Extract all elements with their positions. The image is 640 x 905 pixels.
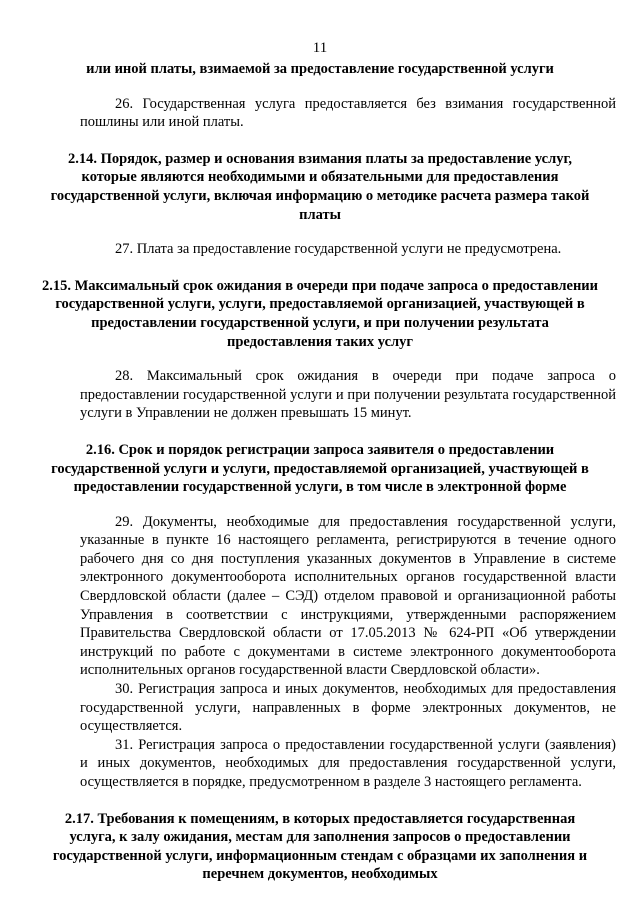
paragraph-30: 30. Регистрация запроса и иных документов, необходимых для предоставления государственной услуги, направленных в форме электронных документов, не осуществляется. bbox=[80, 681, 616, 735]
section-heading-2-15: 2.15. Максимальный срок ожидания в очереди при подаче запроса о предоставлении государственной услуги, услуги, предоставляемой организацией, участвующей в предоставлении государственной услуги, и при получении результата предоставления таких услуг bbox=[41, 277, 599, 350]
section-heading-2-16: 2.16. Срок и порядок регистрации запроса заявителя о предоставлении государственной услуги и услуги, предоставляемой организацией, участвующей в предоставлении государственной услуги, в том числе в электронной форме bbox=[51, 441, 589, 496]
section-heading-2-17: 2.17. Требования к помещениям, в которых предоставляется государственная услуга, к залу ожидания, местам для заполнения запросов о предоставлении государственной услуги, информационным стендам с образцами их заполнения и перечнем документов, необходимых bbox=[52, 810, 588, 883]
paragraph-26: 26. Государственная услуга предоставляется без взимания государственной пошлины или иной платы. bbox=[80, 95, 616, 131]
paragraph-31: 31. Регистрация запроса о предоставлении государственной услуги (заявления) и иных документов, необходимых для предоставления государственной услуги, осуществляется в порядке, предусмотренном в разделе 3 настоящего регламента. bbox=[80, 736, 616, 790]
paragraph-28: 28. Максимальный срок ожидания в очереди при подаче запроса о предоставлении государственной услуги и при получении результата государственной услуги в Управлении не должен превышать 15 минут. bbox=[80, 368, 616, 422]
paragraph-29: 29. Документы, необходимые для предоставления государственной услуги, указанные в пункте 16 настоящего регламента, регистрируются в течение одного рабочего дня со дня поступления указанных документов в Управление в системе электронного документооборота исполнительных органов государственной власти Свердловской области (далее – СЭД) отделом правовой и организационной работы Управления в соответствии с инструкциями, утвержденными распоряжением Правительства Свердловской области от 17.05.2013 № 624-РП «Об утверждении инструкций по работе с документами в системе электронного документооборота исполнительных органов государственной власти Свердловской области». bbox=[80, 513, 616, 679]
paragraph-27: 27. Плата за предоставление государственной услуги не предусмотрена. bbox=[115, 241, 562, 258]
fragment-heading: или иной платы, взимаемой за предоставление государственной услуги bbox=[86, 61, 554, 77]
section-heading-2-14: 2.14. Порядок, размер и основания взимания платы за предоставление услуг, которые являются необходимыми и обязательными для предоставления государственной услуги, включая информацию о методике расчета размера такой платы bbox=[50, 150, 590, 223]
page-number: 11 bbox=[312, 40, 328, 56]
